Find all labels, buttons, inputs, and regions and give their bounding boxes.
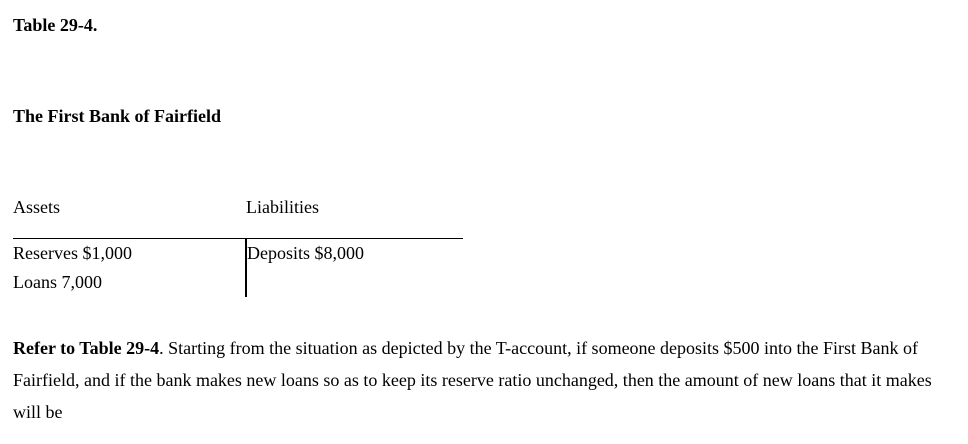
question-reference: Refer to Table 29-4	[13, 338, 160, 358]
table-label: Table 29-4.	[13, 15, 98, 35]
assets-header: Assets	[13, 197, 61, 217]
question-text	[13, 332, 943, 428]
liabilities-header: Liabilities	[246, 197, 319, 217]
liability-deposits: Deposits $8,000	[247, 243, 364, 263]
question-body: . Starting from the situation as depicted by the T-account, if someone deposits $500 into the First Bank of Fairfield, and if the bank makes new loans so as to keep its reserve ratio unchanged, then the amount of new loans that it makes will be	[13, 338, 932, 422]
asset-loans: Loans 7,000	[13, 272, 102, 292]
asset-reserves: Reserves $1,000	[13, 243, 132, 263]
t-account-horizontal-rule	[13, 238, 463, 239]
bank-name-heading: The First Bank of Fairfield	[13, 106, 221, 126]
